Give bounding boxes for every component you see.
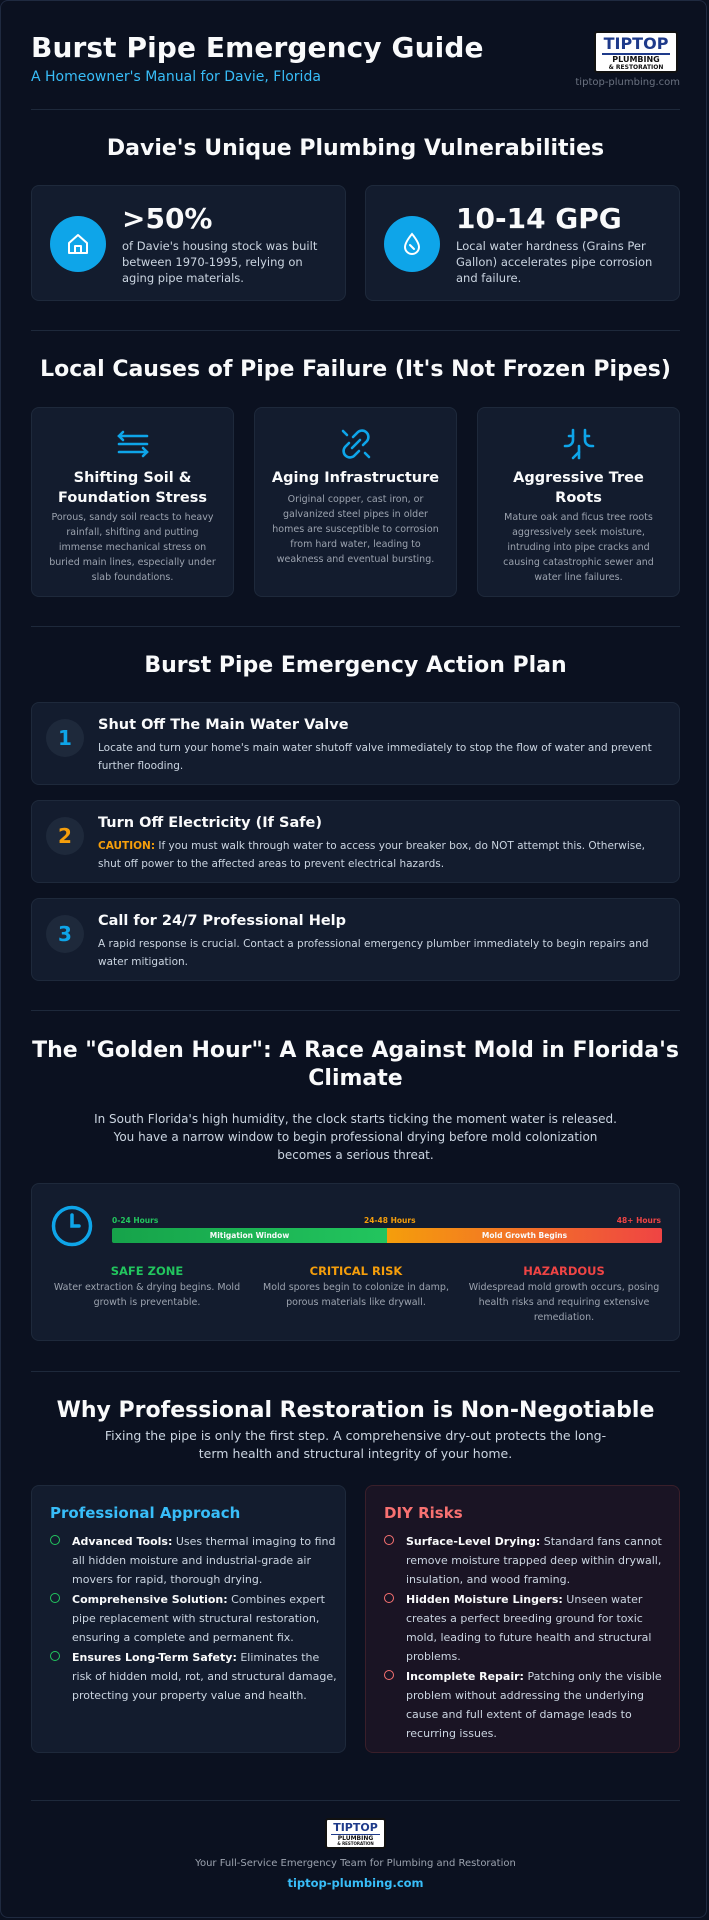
step-number: 2	[46, 817, 84, 855]
cause-title: Shifting Soil & Foundation Stress	[58, 470, 207, 506]
footer-website-link[interactable]: tiptop-plumbing.com	[287, 1876, 424, 1890]
check-circle-icon	[50, 1535, 60, 1545]
timeline-label-end: 48+ Hours	[616, 1216, 661, 1225]
mitigation-window-label: Mitigation Window	[209, 1231, 290, 1240]
stat-card-water-hardness	[365, 185, 680, 301]
mold-timeline-bar	[112, 1228, 662, 1243]
divider	[31, 1371, 680, 1372]
clock-icon	[50, 1204, 94, 1248]
house-icon	[50, 216, 106, 272]
action-step	[31, 800, 680, 883]
action-step	[31, 898, 680, 981]
diy-risks-title: DIY Risks	[384, 1504, 463, 1522]
caution-label: CAUTION:	[98, 840, 156, 852]
cause-title: Aggressive Tree Roots	[513, 470, 644, 506]
step-title: Call for 24/7 Professional Help	[98, 913, 347, 929]
step-text: CAUTION: If you must walk through water to access your breaker box, do NOT attempt this. Otherwise, shut off power to the affected areas to prevent electrical hazards.	[98, 840, 646, 870]
shifting-lines-icon	[113, 424, 153, 464]
cause-card-roots	[477, 407, 680, 597]
zone-text: Water extraction & drying begins. Mold growth is preventable.	[53, 1282, 241, 1308]
cause-text: Mature oak and ficus tree roots aggressively seek moisture, intruding into pipe cracks and causing catastrophic sewer and water line failures.	[503, 512, 654, 583]
step-number: 1	[46, 719, 84, 757]
action-step	[31, 702, 680, 785]
broken-link-icon	[336, 424, 376, 464]
footer-tagline: Your Full-Service Emergency Team for Plumbing and Restoration	[195, 1858, 516, 1869]
tree-root-icon	[559, 424, 599, 464]
zone-text: Mold spores begin to colonize in damp, porous materials like drywall.	[263, 1282, 449, 1308]
causes-title: Local Causes of Pipe Failure (It's Not Frozen Pipes)	[40, 357, 671, 382]
zone-title: HAZARDOUS	[523, 1264, 605, 1278]
cause-text: Porous, sandy soil reacts to heavy rainfall, shifting and putting immense mechanical stress on buried main lines, especially under slab foundations.	[49, 512, 216, 583]
divider	[31, 330, 680, 331]
stat-value: 10-14 GPG	[456, 202, 622, 235]
professional-approach-card: Professional Approach Advanced Tools: Uses thermal imaging to find all hidden moisture and industrial-grade air movers for rapid, thorough drying. Comprehensive Solution: Combines expert pipe replacement with structural restoration, ensuring a complete and permanent fix. Ensures Long-Term Safety: Eliminates the risk of hidden mold, rot, and structural damage, protecting your property value and health.	[31, 1485, 346, 1753]
golden-hour-title: The "Golden Hour": A Race Against Mold in Florida's Climate	[32, 1038, 679, 1091]
action-plan-title: Burst Pipe Emergency Action Plan	[144, 653, 567, 678]
cause-card-soil	[31, 407, 234, 597]
page-subtitle: A Homeowner's Manual for Davie, Florida	[31, 69, 321, 85]
stat-text: of Davie's housing stock was built between 1970-1995, relying on aging pipe materials.	[122, 239, 318, 285]
footer-logo: TIPTOP PLUMBING & RESTORATION	[325, 1818, 386, 1849]
divider	[31, 109, 680, 110]
divider	[31, 1010, 680, 1011]
x-circle-icon	[384, 1593, 394, 1603]
divider	[31, 626, 680, 627]
vulnerabilities-title: Davie's Unique Plumbing Vulnerabilities	[106, 136, 605, 161]
timeline-label-start: 0-24 Hours	[112, 1216, 159, 1225]
timeline-label-mid: 24-48 Hours	[364, 1216, 416, 1225]
stat-text: Local water hardness (Grains Per Gallon) accelerates pipe corrosion and failure.	[456, 239, 653, 285]
professional-description: Fixing the pipe is only the first step. A comprehensive dry-out protects the long-term health and structural integrity of your home.	[104, 1428, 607, 1461]
x-circle-icon	[384, 1535, 394, 1545]
stat-card-housing	[31, 185, 346, 301]
mold-growth-label: Mold Growth Begins	[481, 1231, 568, 1240]
check-circle-icon	[50, 1651, 60, 1661]
step-title: Shut Off The Main Water Valve	[98, 717, 349, 733]
header-website: tiptop-plumbing.com	[575, 77, 680, 88]
header	[31, 31, 680, 91]
zone-title: SAFE ZONE	[110, 1264, 184, 1278]
golden-hour-description: In South Florida's high humidity, the clock starts ticking the moment water is released. You have a narrow window to begin professional drying before mold colonization becomes a serious threat.	[94, 1112, 617, 1162]
water-drop-icon	[384, 216, 440, 272]
step-title: Turn Off Electricity (If Safe)	[98, 815, 322, 831]
professional-approach-title: Professional Approach	[50, 1504, 241, 1522]
divider	[31, 1800, 680, 1801]
cause-card-aging	[254, 407, 457, 597]
stat-value: >50%	[122, 202, 213, 235]
step-number: 3	[46, 915, 84, 953]
zone-text: Widespread mold growth occurs, posing health risks and requiring extensive remediation.	[468, 1282, 660, 1323]
mold-timeline-card	[31, 1183, 680, 1341]
step-text: A rapid response is crucial. Contact a professional emergency plumber immediately to begin repairs and water mitigation.	[98, 938, 649, 968]
cause-text: Original copper, cast iron, or galvanized steel pipes in older homes are susceptible to corrosion from hard water, leading to weakness and eventual bursting.	[272, 494, 439, 565]
cause-title: Aging Infrastructure	[271, 470, 440, 486]
x-circle-icon	[384, 1670, 394, 1680]
step-text: Locate and turn your home's main water shutoff valve immediately to stop the flow of water and prevent further flooding.	[98, 742, 652, 772]
professional-title: Why Professional Restoration is Non-Negotiable	[56, 1398, 655, 1423]
check-circle-icon	[50, 1593, 60, 1603]
page-title: Burst Pipe Emergency Guide	[31, 31, 484, 64]
zone-title: CRITICAL RISK	[309, 1264, 403, 1278]
company-logo: TIPTOP PLUMBING & RESTORATION	[594, 31, 678, 73]
diy-risks-card: DIY Risks Surface-Level Drying: Standard fans cannot remove moisture trapped deep within drywall, insulation, and wood framing. Hidden Moisture Lingers: Unseen water creates a perfect breeding ground for toxic mold, leading to future health and structural problems. Incomplete Repair: Patching only the visible problem without addressing the underlying cause and full extent of damage leads to recurring issues.	[365, 1485, 680, 1753]
